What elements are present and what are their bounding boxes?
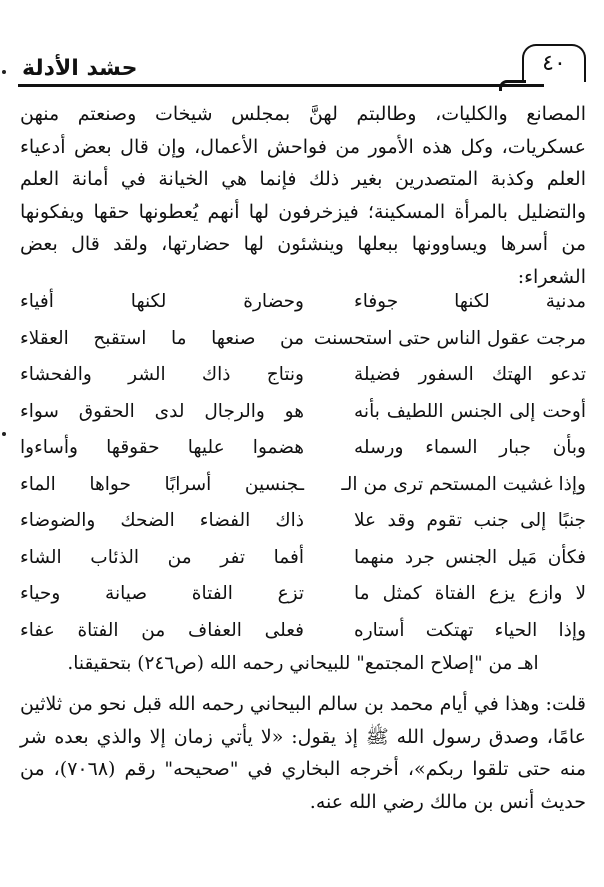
verse-second-half: ذاك الفضاء الضحك والضوضاء: [20, 510, 304, 531]
verse-first-half: أوحت إلى الجنس اللطيف بأنه: [354, 400, 586, 422]
verse-first-half: مدنية لكنها جوفاء: [354, 291, 586, 312]
verse-second-half: ـجنسين أسرابًا حواها الماء: [20, 473, 304, 495]
body-text: [20, 98, 586, 293]
verse-second-half: هو والرجال لدى الحقوق سواء: [20, 400, 304, 422]
verse-second-half: هضموا عليها حقوقها وأساءوا: [20, 437, 304, 458]
verse-second-half: أفما تفر من الذئاب الشاء: [20, 546, 304, 568]
poem: [20, 284, 586, 649]
poem-verse: [20, 503, 586, 540]
header-rule: [18, 84, 544, 87]
verse-second-half: ونتاج ذاك الشر والفحشاء: [20, 364, 304, 385]
verse-first-half: لا وازع يزع الفتاة كمثل ما: [354, 583, 586, 604]
note-text: [20, 688, 586, 818]
verse-first-half: وإذا غشيت المستحم ترى من الـ: [341, 473, 586, 495]
scan-mark: [2, 70, 6, 74]
poem-verse: [20, 357, 586, 394]
verse-first-half: تدعو الهتك السفور فضيلة: [354, 364, 586, 385]
scan-mark: [2, 432, 6, 436]
page-number: ٤٠: [522, 44, 586, 82]
verse-first-half: وإذا الحياء تهتكت أستاره: [354, 619, 586, 641]
paragraph: قلت: وهذا في أيام محمد بن سالم البيحاني رحمه الله قبل نحو من ثلاثين عامًا، وصدق رسول الله ﷺ إذ يقول: «لا يأتي زمان إلا والذي بعده شر منه حتى تلقوا ربكم»، أخرجه البخاري في "صحيحه" رقم (٧٠٦٨)، من حديث أنس بن مالك رضي الله عنه.: [20, 693, 586, 813]
verse-second-half: من صنعها ما استقبح العقلاء: [20, 327, 304, 349]
paragraph: المصانع والكليات، وطالبتم لهنَّ بمجلس شيخات وصنعتم منهن عسكريات، وكل هذه الأمور من فواحش الأعمال، وإن قال بعض أدعياء العلم وكذبة المتصدرين بغير ذلك فإنما هي الخيانة في أمانة العلم والتضليل بالمرأة المسكينة؛ فيزخرفون لها أنهم يُعطونها حقها ويفكونها من أسرها ويساوونها ببعلها وينشئون لها حضارتها، ولقد قال بعض الشعراء:: [20, 103, 586, 288]
verse-first-half: فكأن مَيل الجنس جرد منهما: [354, 546, 586, 568]
verse-first-half: مرجت عقول الناس حتى استحسنت: [313, 327, 586, 349]
poem-verse: [20, 284, 586, 321]
source-citation: اهـ من "إصلاح المجتمع" للبيحاني رحمه الله (ص٢٤٦) بتحقيقنا.: [67, 653, 539, 674]
verse-second-half: فعلى العفاف من الفتاة عفاء: [20, 619, 304, 641]
running-title: حشد الأدلة: [22, 56, 138, 81]
verse-second-half: تزع الفتاة صيانة وحياء: [20, 583, 304, 604]
verse-first-half: جنبًا إلى جنب تقوم وقد علا: [354, 510, 586, 531]
verse-second-half: وحضارة لكنها أفياء: [20, 291, 304, 312]
poem-verse: [20, 540, 586, 577]
verse-first-half: وبأن جبار السماء ورسله: [354, 437, 586, 458]
poem-verse: [20, 467, 586, 504]
poem-verse: [20, 613, 586, 650]
poem-verse: [20, 394, 586, 431]
page-header: [18, 44, 586, 94]
poem-verse: [20, 321, 586, 358]
poem-verse: [20, 576, 586, 613]
poem-verse: [20, 430, 586, 467]
